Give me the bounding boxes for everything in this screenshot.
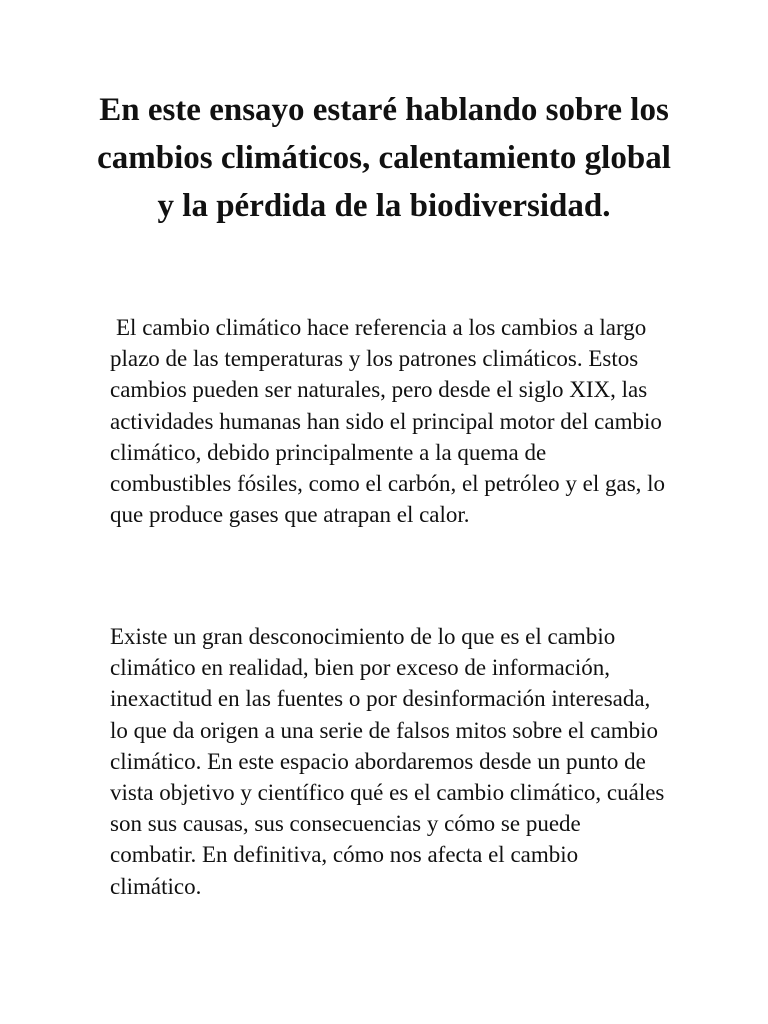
essay-title: En este ensayo estaré hablando sobre los cambios climáticos, calentamiento global y la pérdida de la biodiversidad. <box>97 92 671 224</box>
paragraph-2: Existe un gran desconocimiento de lo que es el cambio climático en realidad, bien por exceso de información, inexactitud en las fuentes o por desinformación interesada, lo que da origen a una serie de falsos mitos sobre el cambio climático. En este espacio abordaremos desde un punto de vista objetivo y científico qué es el cambio climático, cuáles son sus causas, sus consecuencias y cómo se puede combatir. En definitiva, cómo nos afecta el cambio climático. <box>110 624 665 899</box>
paragraph-1: El cambio climático hace referencia a los cambios a largo plazo de las temperaturas y los patrones climáticos. Estos cambios pueden ser naturales, pero desde el siglo XIX, las actividades humanas han sido el principal motor del cambio climático, debido principalmente a la quema de combustibles fósiles, como el carbón, el petróleo y el gas, lo que produce gases que atrapan el calor. <box>110 315 666 528</box>
